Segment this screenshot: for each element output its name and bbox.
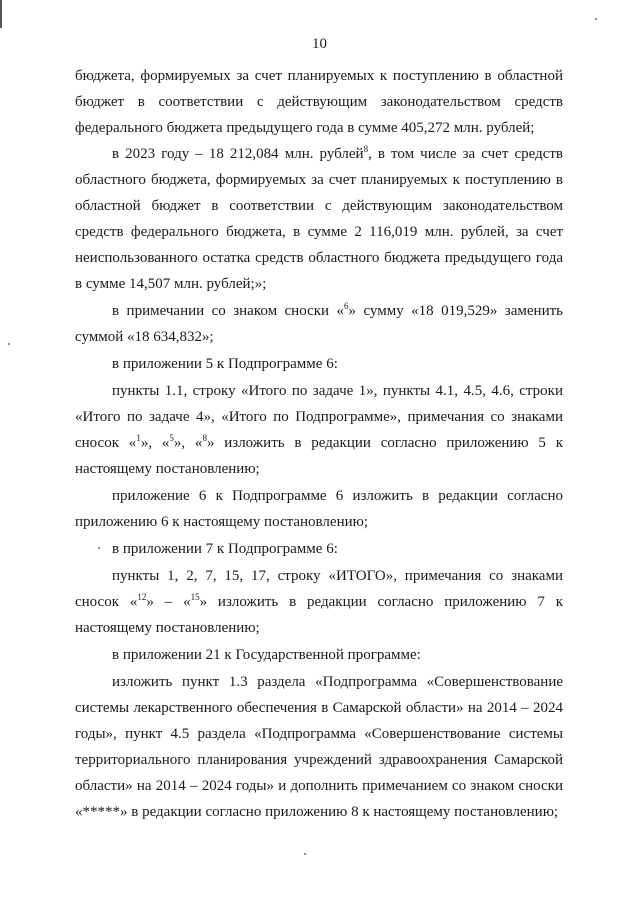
paragraph-2 xyxy=(75,141,563,297)
footnote-mark: 1 xyxy=(136,433,141,443)
paragraph-8-text: пункты 1, 2, 7, 15, 17, строку «ИТОГО», примечания со знаками сносок « xyxy=(75,568,563,610)
footnote-mark: 8 xyxy=(202,433,207,443)
paragraph-5-text-sep: », « xyxy=(140,435,170,451)
footnote-mark: 6 xyxy=(344,301,349,311)
paragraph-2-text-cont: , в том числе за счет средств областного бюджета, формируемых за счет планируемых к поступлению в областной бюджет в соответствии с действующим законодательством средств федерального бюджета, в сумме 2 116,019 млн. рублей, за счет неиспользованного остатка средств областного бюджета предыдущего года в сумме 14,507 млн. рублей;»; xyxy=(75,146,563,292)
paragraph-9: в приложении 21 к Государственной программе: xyxy=(112,647,421,663)
paragraph-5-text-sep: », « xyxy=(173,435,203,451)
footnote-mark: 8 xyxy=(363,144,369,154)
document-body xyxy=(75,63,563,825)
paragraph-7: в приложении 7 к Подпрограмме 6: xyxy=(112,541,338,557)
footnote-mark: 5 xyxy=(169,433,174,443)
scan-speck xyxy=(304,853,306,855)
paragraph-10: изложить пункт 1.3 раздела «Подпрограмма «Совершенствование системы лекарственного обеспечения в Самарской области» на 2014 – 2024 годы», пункт 4.5 раздела «Подпрограмма «Совершенствование системы территориального планирования учреждений здравоохранения Самарской области» на 2014 – 2024 годы» и дополнить примечанием со знаком сноски «*****» в редакции согласно приложению 8 к настоящему постановлению; xyxy=(75,674,563,820)
paragraph-3-text-cont: » сумму «18 019,529» заменить суммой «18 634,832»; xyxy=(75,303,563,345)
paragraph-5-text-cont: » изложить в редакции согласно приложению 5 к настоящему постановлению; xyxy=(75,435,564,477)
scan-speck xyxy=(8,343,10,345)
paragraph-8-text-cont: » изложить в редакции согласно приложению 7 к настоящему постановлению; xyxy=(75,594,563,636)
paragraph-4: в приложении 5 к Подпрограмме 6: xyxy=(112,356,338,372)
paragraph-8-text-sep: » – « xyxy=(146,594,191,610)
paragraph-5 xyxy=(75,378,563,482)
page-number: 10 xyxy=(312,36,327,52)
paragraph-5-text: пункты 1.1, строку «Итого по задаче 1», пункты 4.1, 4.5, 4.6, строки «Итого по задаче 4», «Итого по Подпрограмме», примечания со знаками сносок « xyxy=(75,383,563,451)
scan-speck xyxy=(595,18,597,20)
scan-edge-mark xyxy=(0,0,2,28)
footnote-mark: 15 xyxy=(190,592,200,602)
paragraph-3 xyxy=(75,298,563,350)
paragraph-1: бюджета, формируемых за счет планируемых к поступлению в областной бюджет в соответствии с действующим законодательством средств федерального бюджета предыдущего года в сумме 405,272 млн. рублей; xyxy=(75,68,563,136)
footnote-mark: 12 xyxy=(137,592,147,602)
paragraph-6: приложение 6 к Подпрограмме 6 изложить в редакции согласно приложению 6 к настоящему постановлению; xyxy=(75,488,563,530)
paragraph-3-text: в примечании со знаком сноски « xyxy=(112,303,344,319)
paragraph-2-text: в 2023 году – 18 212,084 млн. рублей xyxy=(112,146,364,162)
paragraph-8 xyxy=(75,563,563,641)
